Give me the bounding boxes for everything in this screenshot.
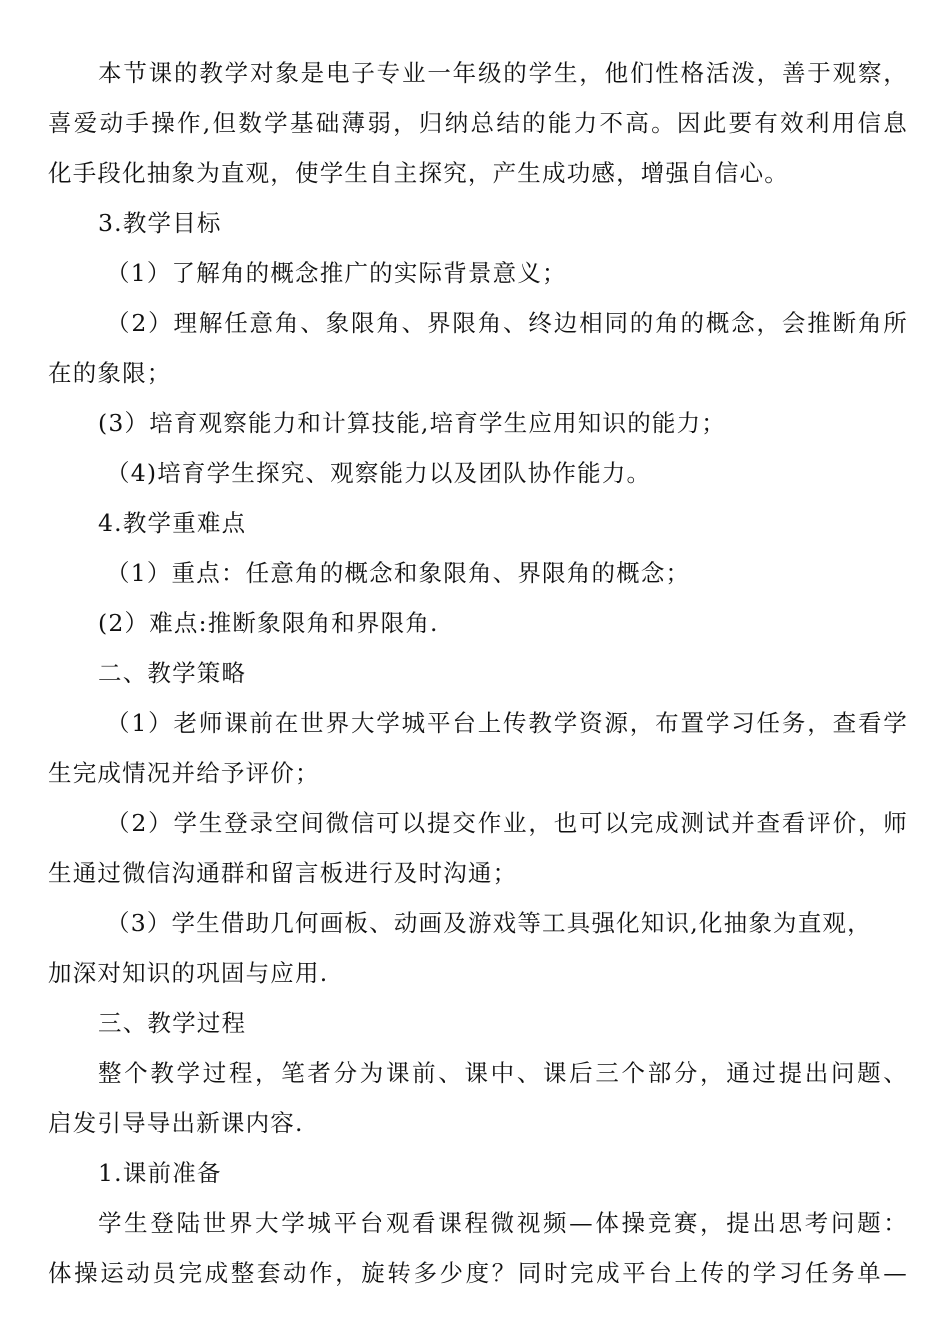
paragraph-line: 喜爱动手操作,但数学基础薄弱，归纳总结的能力不高。因此要有效利用信息 [48,109,908,137]
section-heading: 二、教学策略 [98,659,247,687]
section-heading: 4.教学重难点 [98,509,247,537]
list-item: （2）学生登录空间微信可以提交作业，也可以完成测试并查看评价，师 [106,809,908,837]
paragraph-line: 体操运动员完成整套动作，旋转多少度？同时完成平台上传的学习任务单— [48,1259,908,1287]
section-heading: 1.课前准备 [98,1159,222,1187]
list-item-continuation: 在的象限； [48,359,172,387]
section-heading: 3.教学目标 [98,209,222,237]
list-item: (2）难点:推断象限角和界限角. [98,609,439,637]
paragraph-line: 整个教学过程，笔者分为课前、课中、课后三个部分，通过提出问题、 [98,1059,908,1087]
paragraph-line: 启发引导导出新课内容. [48,1109,304,1137]
paragraph-line: 学生登陆世界大学城平台观看课程微视频—体操竞赛，提出思考问题： [98,1209,908,1237]
section-heading: 三、教学过程 [98,1009,247,1037]
list-item: （4)培育学生探究、观察能力以及团队协作能力。 [106,459,652,487]
list-item-continuation: 加深对知识的巩固与应用. [48,959,329,987]
paragraph-line: 本节课的教学对象是电子专业一年级的学生，他们性格活泼，善于观察， [98,59,908,87]
list-item-continuation: 生通过微信沟通群和留言板进行及时沟通； [48,859,518,887]
list-item: （3）学生借助几何画板、动画及游戏等工具强化知识,化抽象为直观， [106,909,872,937]
list-item: （1）重点：任意角的概念和象限角、界限角的概念； [106,559,691,587]
paragraph-line: 化手段化抽象为直观，使学生自主探究，产生成功感，增强自信心。 [48,159,789,187]
list-item-continuation: 生完成情况并给予评价； [48,759,320,787]
list-item: （2）理解任意角、象限角、界限角、终边相同的角的概念，会推断角所 [106,309,908,337]
list-item: （1）了解角的概念推广的实际背景意义； [106,259,567,287]
list-item: （1）老师课前在世界大学城平台上传教学资源，布置学习任务，查看学 [106,709,908,737]
list-item: (3）培育观察能力和计算技能,培育学生应用知识的能力； [98,409,726,437]
